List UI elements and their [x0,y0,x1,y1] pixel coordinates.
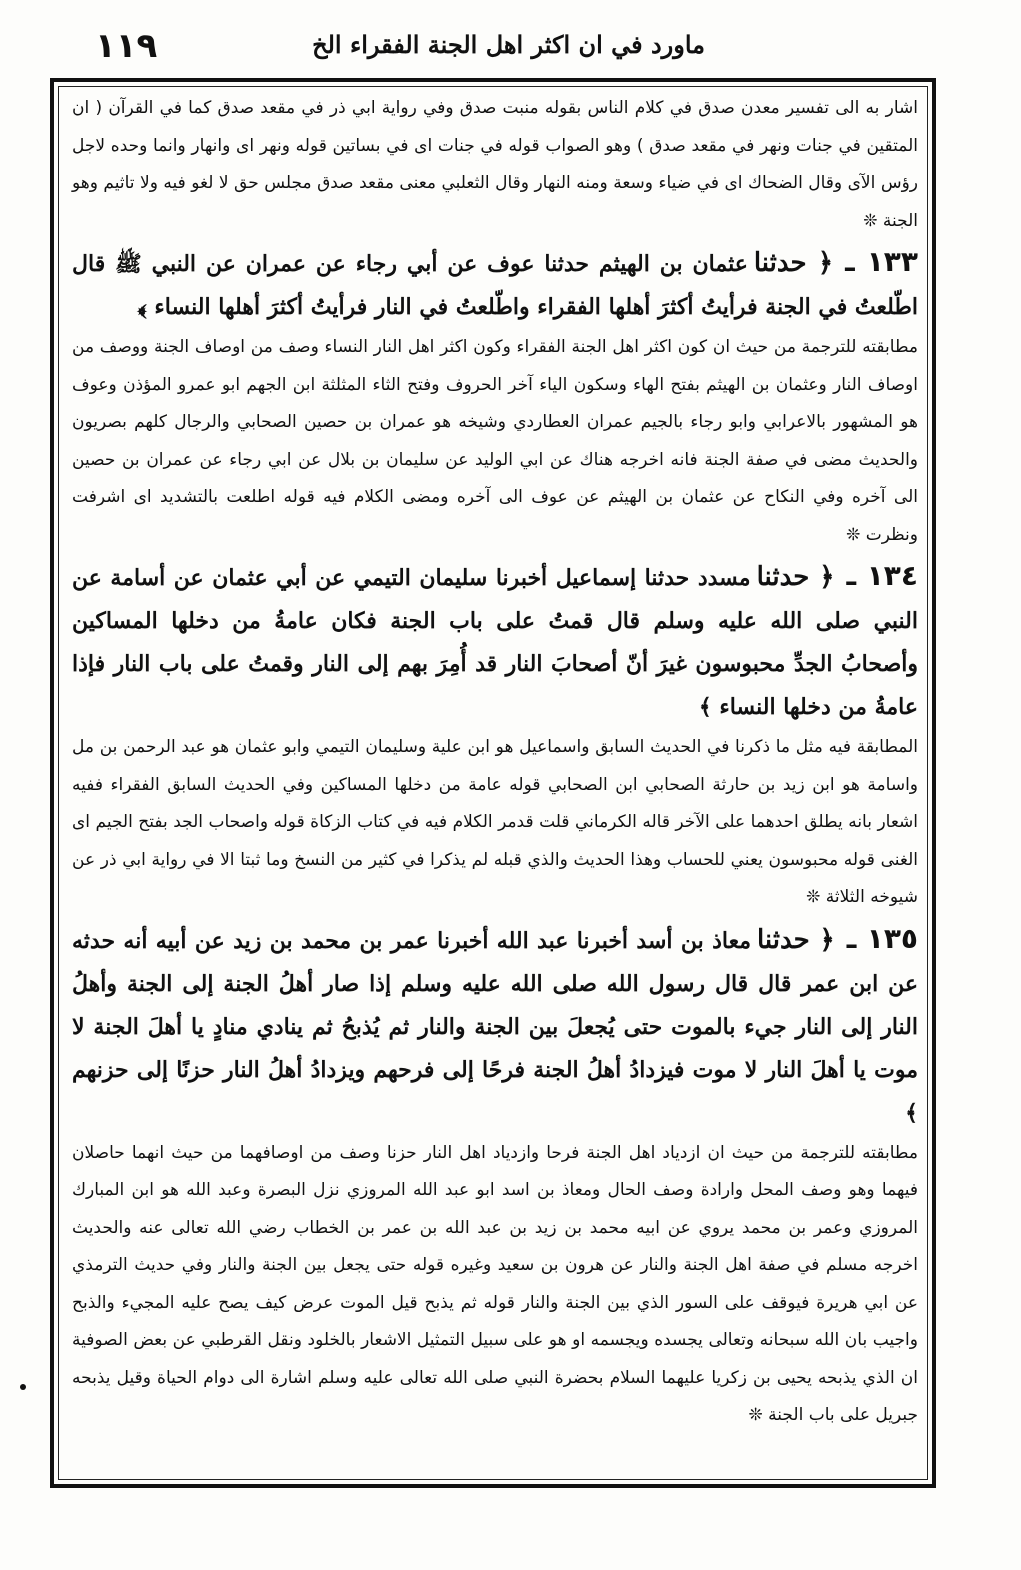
hadith-134 [72,554,918,729]
hadith-number: ١٣٥ ـ [846,921,919,955]
hadith-number: ١٣٣ ـ [845,245,918,278]
hadith-opener: ﴿ حدثنا [756,924,835,955]
commentary-paragraph: مطابقته للترجمة من حيث ان ازدياد اهل الجنة فرحا وازدياد اهل النار حزنا وصف من اوصافهما من حيث انهما حاصلان فيهما وهو وصف المحل وارادة وصف الحال ومعاذ بن اسد ابو عبد الله المروزي نزل البصرة وعبد الله هو ابن المبارك المروزي وعمر بن محمد يروي عن ابيه محمد بن زيد بن عبد الله بن عمر بن الخطاب رضي الله تعالى عنه والحديث اخرجه مسلم في صفة اهل الجنة والنار عن هرون بن سعيد وغيره قوله حتى يجعل بين الجنة والنار وفي حديث الترمذي عن ابي هريرة فيوقف على السور الذي بين الجنة والنار قوله ثم يذبح قيل الموت عرض كيف يصح عليه المجيء والذبح واجيب بان الله سبحانه وتعالى يجسده ويجسمه او هو على سبيل التمثيل الاشعار بالخلود ونقل القرطبي عن بعض الصوفية ان الذي يذبحه يحيى بن زكريا عليهما السلام بحضرة النبي صلى الله تعالى عليه وسلم اشارة الى دوام الحياة وقيل يذبحه جبريل على باب الجنة ❊ [72,1142,918,1425]
hadith-text: معاذ بن أسد أخبرنا عبد الله أخبرنا عمر بن محمد بن زيد عن أبيه أنه حدثه عن ابن عمر قال قال رسول الله صلى الله عليه وسلم إذا صار أهلُ الجنة إلى الجنة وأهلُ النار إلى النار جيء بالموت حتى يُجعلَ بين الجنة والنار ثم يُذبحُ ثم ينادي منادٍ يا أهلَ الجنة لا موت يا أهلَ النار لا موت فيزدادُ أهلُ الجنة فرحًا إلى فرحهم ويزدادُ أهلُ النار حزنًا إلى حزنهم ﴾ [72,927,918,1126]
commentary-paragraph: المطابقة فيه مثل ما ذكرنا في الحديث السابق واسماعيل هو ابن علية وسليمان التيمي وابو عثمان هو عبد الرحمن بن مل واسامة هو ابن زيد بن حارثة الصحابي ابن الصحابي قوله عامة من دخلها المساكين وفي الحديث السابق الفقراء ففيه اشعار بانه يطلق احدهما على الآخر قاله الكرماني قلت قدمر الكلام فيه في كتاب الزكاة قوله واصحاب الجد بفتح الجيم اى الغنى قوله محبوسون يعني للحساب وهذا الحديث والذي قبله لم يذكرا في كثير من النسخ وما ثبتا الا في رواية ابي ذر عن شيوخه الثلاثة ❊ [72,737,918,907]
margin-dot [20,1384,26,1390]
hadith-text: مسدد حدثنا إسماعيل أخبرنا سليمان التيمي عن أبي عثمان عن أسامة عن النبي صلى الله عليه وسلم قال قمتُ على باب الجنة فكان عامةُ من دخلها المساكين وأصحابُ الجدِّ محبوسون غيرَ أنّ أصحابَ النار قد أُمِرَ بهم إلى النار وقمتُ على باب النار فإذا عامةُ من دخلها النساء ﴾ [72,565,918,720]
hadith-opener: ﴿ حدثنا [753,248,834,278]
hadith-135 [72,917,918,1135]
page-header [55,22,975,72]
page-body [72,90,918,1435]
commentary-paragraph: مطابقته للترجمة من حيث ان كون اكثر اهل الجنة الفقراء وكون اكثر اهل النار النساء وصف من اوصاف الجنة ووصف من اوصاف النار وعثمان بن الهيثم بفتح الهاء وسكون الياء آخر الحروف وفتح الثاء المثلثة ابن الجهم ابو عمرو المؤذن وعوف هو المشهور بالاعرابي وابو رجاء بالجيم عمران العطاردي وشيخه هو عمران بن حصين الصحابي والرجال كلهم بصريون والحديث مضى في صفة الجنة فانه اخرجه هناك عن ابي الوليد عن سليمان بن بلال عن ابي رجاء عن عمران بن حصين الى آخره وفي النكاح عن عثمان بن الهيثم عن عوف الى آخره ومضى الكلام فيه قوله اطلعت بالتشديد اى اشرفت ونظرت ❊ [72,337,918,545]
running-title: ماورد في ان اكثر اهل الجنة الفقراء الخ [312,30,705,59]
hadith-number: ١٣٤ ـ [846,559,918,592]
page-number: ١١٩ [95,26,158,66]
commentary-paragraph: اشار به الى تفسير معدن صدق في كلام الناس بقوله منبت صدق وفي رواية ابي ذر في مقعد صدق كما في القرآن ( ان المتقين في جنات ونهر في مقعد صدق ) وهو الصواب قوله في جنات اى في بساتين قوله ونهر اى وانهار وانما وحده لاجل رؤس الآى وقال الضحاك اى في ضياء وسعة ومنه النهار وقال الثعلبي معنى مقعد صدق مجلس حق لا لغو فيه ولا تاثيم وهو الجنة ❊ [72,98,918,231]
hadith-opener: ﴿ حدثنا [756,562,835,592]
hadith-133 [72,240,918,329]
hadith-text: عثمان بن الهيثم حدثنا عوف عن أبي رجاء عن عمران عن النبي ﷺ قال اطّلعتُ في الجنة فرأيتُ أكثرَ أهلها الفقراء واطّلعتُ في النار فرأيتُ أكثرَ أهلها النساء ﴾ [72,251,918,320]
